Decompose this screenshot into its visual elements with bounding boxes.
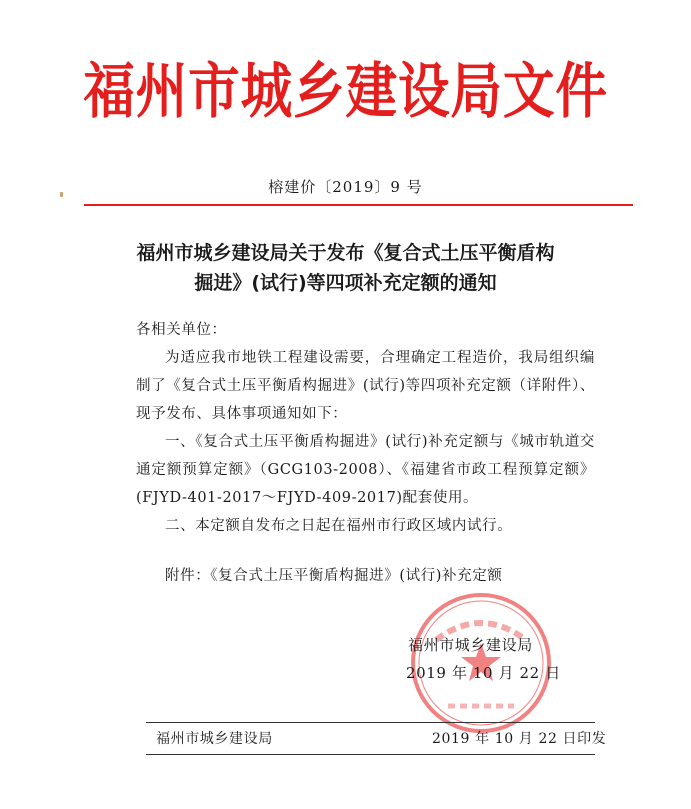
signature-date: 2019 年 10 月 22 日 [406, 664, 561, 682]
footer-issuer: 福州市城乡建设局 [156, 731, 273, 747]
attachment-line: 附件：《复合式土压平衡盾构掘进》(试行)补充定额 [165, 568, 503, 584]
masthead-title: 福州市城乡建设局文件 [83, 57, 608, 127]
red-separator-line [84, 204, 633, 206]
notice-title [0, 238, 691, 298]
salutation: 各相关单位： [136, 322, 227, 338]
notice-body [136, 316, 595, 590]
footer-bottom-rule [146, 754, 595, 755]
footer-top-rule [146, 722, 595, 723]
notice-title-line-2: 掘进》(试行)等四项补充定额的通知 [194, 272, 497, 294]
scan-speck [60, 192, 63, 197]
footer-print-date: 2019 年 10 月 22 日印发 [432, 731, 607, 747]
body-paragraph-item-1: 一、《复合式土压平衡盾构掘进》(试行)补充定额与《城市轨道交通定额预算定额》（GCG103-2008）、《福建省市政工程预算定额》(FJYD-401-2017～FJYD-409-2017)配套使用。 [136, 434, 595, 506]
notice-title-line-1: 福州市城乡建设局关于发布《复合式土压平衡盾构 [136, 242, 555, 264]
signature-organization: 福州市城乡建设局 [408, 636, 533, 654]
body-paragraph-intro: 为适应我市地铁工程建设需要，合理确定工程造价，我局组织编制了《复合式土压平衡盾构掘进》(试行)等四项补充定额（详附件）、现予发布、具体事项通知如下： [136, 350, 595, 422]
body-paragraph-item-2: 二、本定额自发布之日起在福州市行政区域内试行。 [165, 518, 513, 534]
document-number: 榕建价〔2019〕9 号 [268, 178, 423, 196]
